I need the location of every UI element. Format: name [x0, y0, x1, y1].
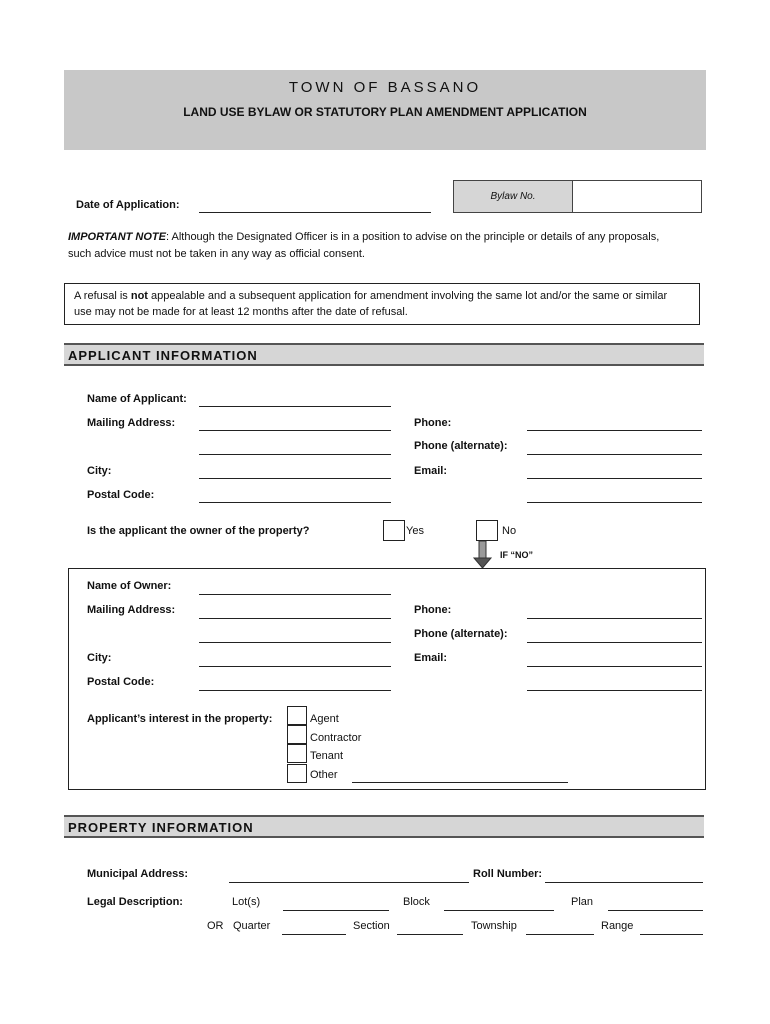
applicant-section-header [64, 343, 704, 366]
interest-tenant-checkbox[interactable] [287, 744, 307, 763]
owner-question: Is the applicant the owner of the property? [87, 525, 310, 537]
important-note [68, 231, 659, 243]
applicant-email-label: Email: [414, 465, 448, 477]
interest-other-field[interactable] [352, 768, 568, 783]
owner-city-label: City: [87, 652, 112, 664]
owner-name-label: Name of Owner: [87, 580, 172, 592]
bylaw-label-cell [454, 181, 573, 212]
owner-email-field[interactable] [527, 652, 702, 667]
important-label: IMPORTANT NOTE [68, 231, 166, 243]
owner-name-field[interactable] [199, 580, 391, 595]
lots-label: Lot(s) [232, 896, 261, 908]
plan-label: Plan [571, 896, 594, 908]
property-section-title: PROPERTY INFORMATION [68, 820, 254, 835]
form-title: LAND USE BYLAW OR STATUTORY PLAN AMENDMENT APPLICATION [183, 105, 587, 119]
date-field[interactable] [199, 198, 431, 213]
range-label: Range [601, 920, 634, 932]
block-label: Block [403, 896, 430, 908]
applicant-name-field[interactable] [199, 392, 391, 407]
applicant-phone-field[interactable] [527, 416, 702, 431]
applicant-postal-label: Postal Code: [87, 489, 155, 501]
bylaw-box [453, 180, 702, 213]
municipal-address-label: Municipal Address: [87, 868, 189, 880]
applicant-section-title: APPLICANT INFORMATION [68, 348, 258, 363]
owner-no-label: No [502, 525, 517, 537]
applicant-name-label: Name of Applicant: [87, 393, 187, 405]
section-field[interactable] [397, 920, 463, 935]
township-field[interactable] [526, 920, 594, 935]
interest-agent-label: Agent [310, 713, 339, 725]
range-field[interactable] [640, 920, 703, 935]
owner-phone-field[interactable] [527, 604, 702, 619]
date-label: Date of Application: [76, 199, 180, 211]
applicant-mailing-field-1[interactable] [199, 416, 391, 431]
applicant-phone-alt-field[interactable] [527, 440, 702, 455]
owner-city-field[interactable] [199, 652, 391, 667]
or-label: OR [207, 920, 224, 932]
owner-yes-checkbox[interactable] [383, 520, 405, 541]
owner-no-checkbox[interactable] [476, 520, 498, 541]
interest-agent-checkbox[interactable] [287, 706, 307, 725]
applicant-email-field[interactable] [527, 464, 702, 479]
lots-field[interactable] [283, 896, 389, 911]
roll-number-label: Roll Number: [473, 868, 543, 880]
applicant-phone-label: Phone: [414, 417, 452, 429]
header-banner [64, 70, 706, 150]
refusal-text-1: A refusal is not appealable and a subsequent application for amendment involving the same lot and/or the same or similar [74, 290, 668, 302]
interest-other-checkbox[interactable] [287, 764, 307, 783]
if-no-label: IF “NO” [500, 550, 533, 560]
interest-other-label: Other [310, 769, 338, 781]
block-field[interactable] [444, 896, 554, 911]
interest-tenant-label: Tenant [310, 750, 344, 762]
town-title: TOWN OF BASSANO [288, 79, 482, 96]
applicant-city-field[interactable] [199, 464, 391, 479]
owner-email-label: Email: [414, 652, 448, 664]
plan-field[interactable] [608, 896, 703, 911]
interest-contractor-label: Contractor [310, 732, 362, 744]
applicant-city-label: City: [87, 465, 112, 477]
applicant-mailing-label: Mailing Address: [87, 417, 176, 429]
legal-description-label: Legal Description: [87, 896, 183, 908]
refusal-text-2: use may not be made for at least 12 months after the date of refusal. [74, 306, 408, 318]
owner-phone-label: Phone: [414, 604, 452, 616]
owner-phone-alt-field[interactable] [527, 628, 702, 643]
roll-number-field[interactable] [545, 868, 703, 883]
owner-postal-label: Postal Code: [87, 676, 155, 688]
owner-mailing-field-2[interactable] [199, 628, 391, 643]
applicant-mailing-field-2[interactable] [199, 440, 391, 455]
owner-phone-alt-label: Phone (alternate): [414, 628, 508, 640]
bylaw-number-field[interactable] [574, 183, 700, 211]
important-note-line-2: such advice must not be taken in any way as official consent. [68, 248, 365, 260]
municipal-address-field[interactable] [229, 868, 469, 883]
owner-extra-field[interactable] [527, 676, 702, 691]
applicant-postal-field[interactable] [199, 488, 391, 503]
quarter-field[interactable] [282, 920, 346, 935]
arrow-down-icon [472, 541, 494, 569]
bylaw-label: Bylaw No. [490, 191, 536, 202]
township-label: Township [471, 920, 517, 932]
section-label: Section [353, 920, 390, 932]
owner-mailing-field-1[interactable] [199, 604, 391, 619]
interest-label: Applicant’s interest in the property: [87, 713, 273, 725]
quarter-label: Quarter [233, 920, 271, 932]
applicant-extra-field[interactable] [527, 488, 702, 503]
important-text-1: : Although the Designated Officer is in a position to advise on the principle or details of any proposals, [165, 231, 660, 243]
interest-contractor-checkbox[interactable] [287, 725, 307, 744]
property-section-header [64, 815, 704, 838]
refusal-box [64, 283, 700, 325]
applicant-phone-alt-label: Phone (alternate): [414, 440, 508, 452]
owner-postal-field[interactable] [199, 676, 391, 691]
owner-mailing-label: Mailing Address: [87, 604, 176, 616]
owner-yes-label: Yes [406, 525, 424, 537]
